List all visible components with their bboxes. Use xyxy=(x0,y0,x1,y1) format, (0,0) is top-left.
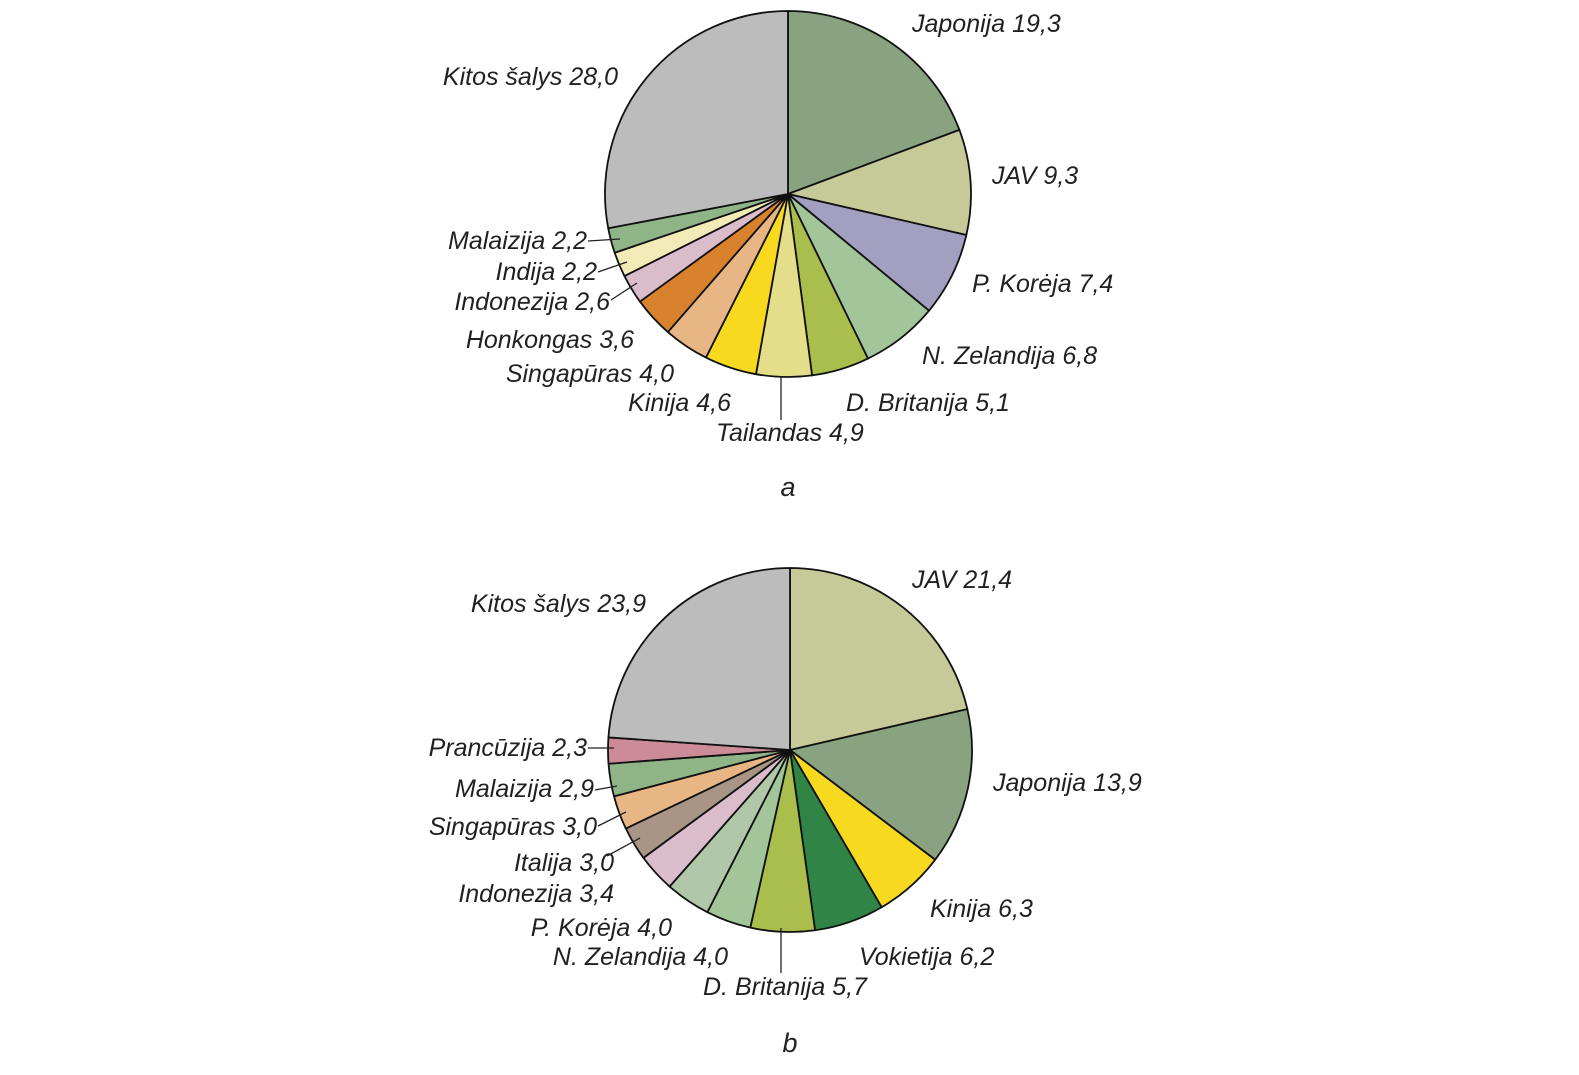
pie-chart-b-slices xyxy=(608,568,972,932)
slice-label-b-4: D. Britanija 5,7 xyxy=(703,973,867,1001)
pie-chart-b xyxy=(429,566,1142,1058)
slice-label-a-12: Kitos šalys 28,0 xyxy=(442,63,618,91)
slice-label-a-11: Malaizija 2,2 xyxy=(448,227,587,255)
slice-label-a-2: P. Korėja 7,4 xyxy=(972,270,1114,298)
slice-label-a-10: Indija 2,2 xyxy=(495,258,597,286)
pie-chart-b-caption: b xyxy=(782,1028,798,1058)
slice-label-a-6: Kinija 4,6 xyxy=(628,389,731,417)
slice-label-a-5: Tailandas 4,9 xyxy=(716,419,864,447)
slice-label-b-2: Kinija 6,3 xyxy=(930,895,1033,923)
slice-label-b-12: Kitos šalys 23,9 xyxy=(470,590,646,618)
pie-chart-a-slices xyxy=(605,11,971,377)
pie-chart-a xyxy=(443,10,1113,502)
slice-label-b-6: P. Korėja 4,0 xyxy=(530,914,672,942)
slice-label-a-8: Honkongas 3,6 xyxy=(465,326,634,354)
slice-label-b-11: Prancūzija 2,3 xyxy=(428,734,587,762)
slice-label-a-3: N. Zelandija 6,8 xyxy=(922,342,1098,370)
pie-slice-a-12 xyxy=(605,11,788,228)
slice-label-b-0: JAV 21,4 xyxy=(912,566,1013,594)
slice-label-b-3: Vokietija 6,2 xyxy=(859,943,995,971)
slice-label-b-5: N. Zelandija 4,0 xyxy=(552,943,728,971)
slice-label-a-1: JAV 9,3 xyxy=(992,162,1079,190)
slice-label-b-8: Italija 3,0 xyxy=(513,849,614,877)
pie-chart-a-caption: a xyxy=(780,472,796,502)
slice-label-a-4: D. Britanija 5,1 xyxy=(846,389,1010,417)
slice-label-b-9: Singapūras 3,0 xyxy=(428,813,597,841)
slice-label-b-1: Japonija 13,9 xyxy=(993,769,1142,797)
slice-label-a-9: Indonezija 2,6 xyxy=(454,288,610,316)
slice-label-b-7: Indonezija 3,4 xyxy=(458,880,614,908)
slice-label-b-10: Malaizija 2,9 xyxy=(455,775,594,803)
slice-label-a-7: Singapūras 4,0 xyxy=(505,360,674,388)
slice-label-a-0: Japonija 19,3 xyxy=(912,10,1061,38)
